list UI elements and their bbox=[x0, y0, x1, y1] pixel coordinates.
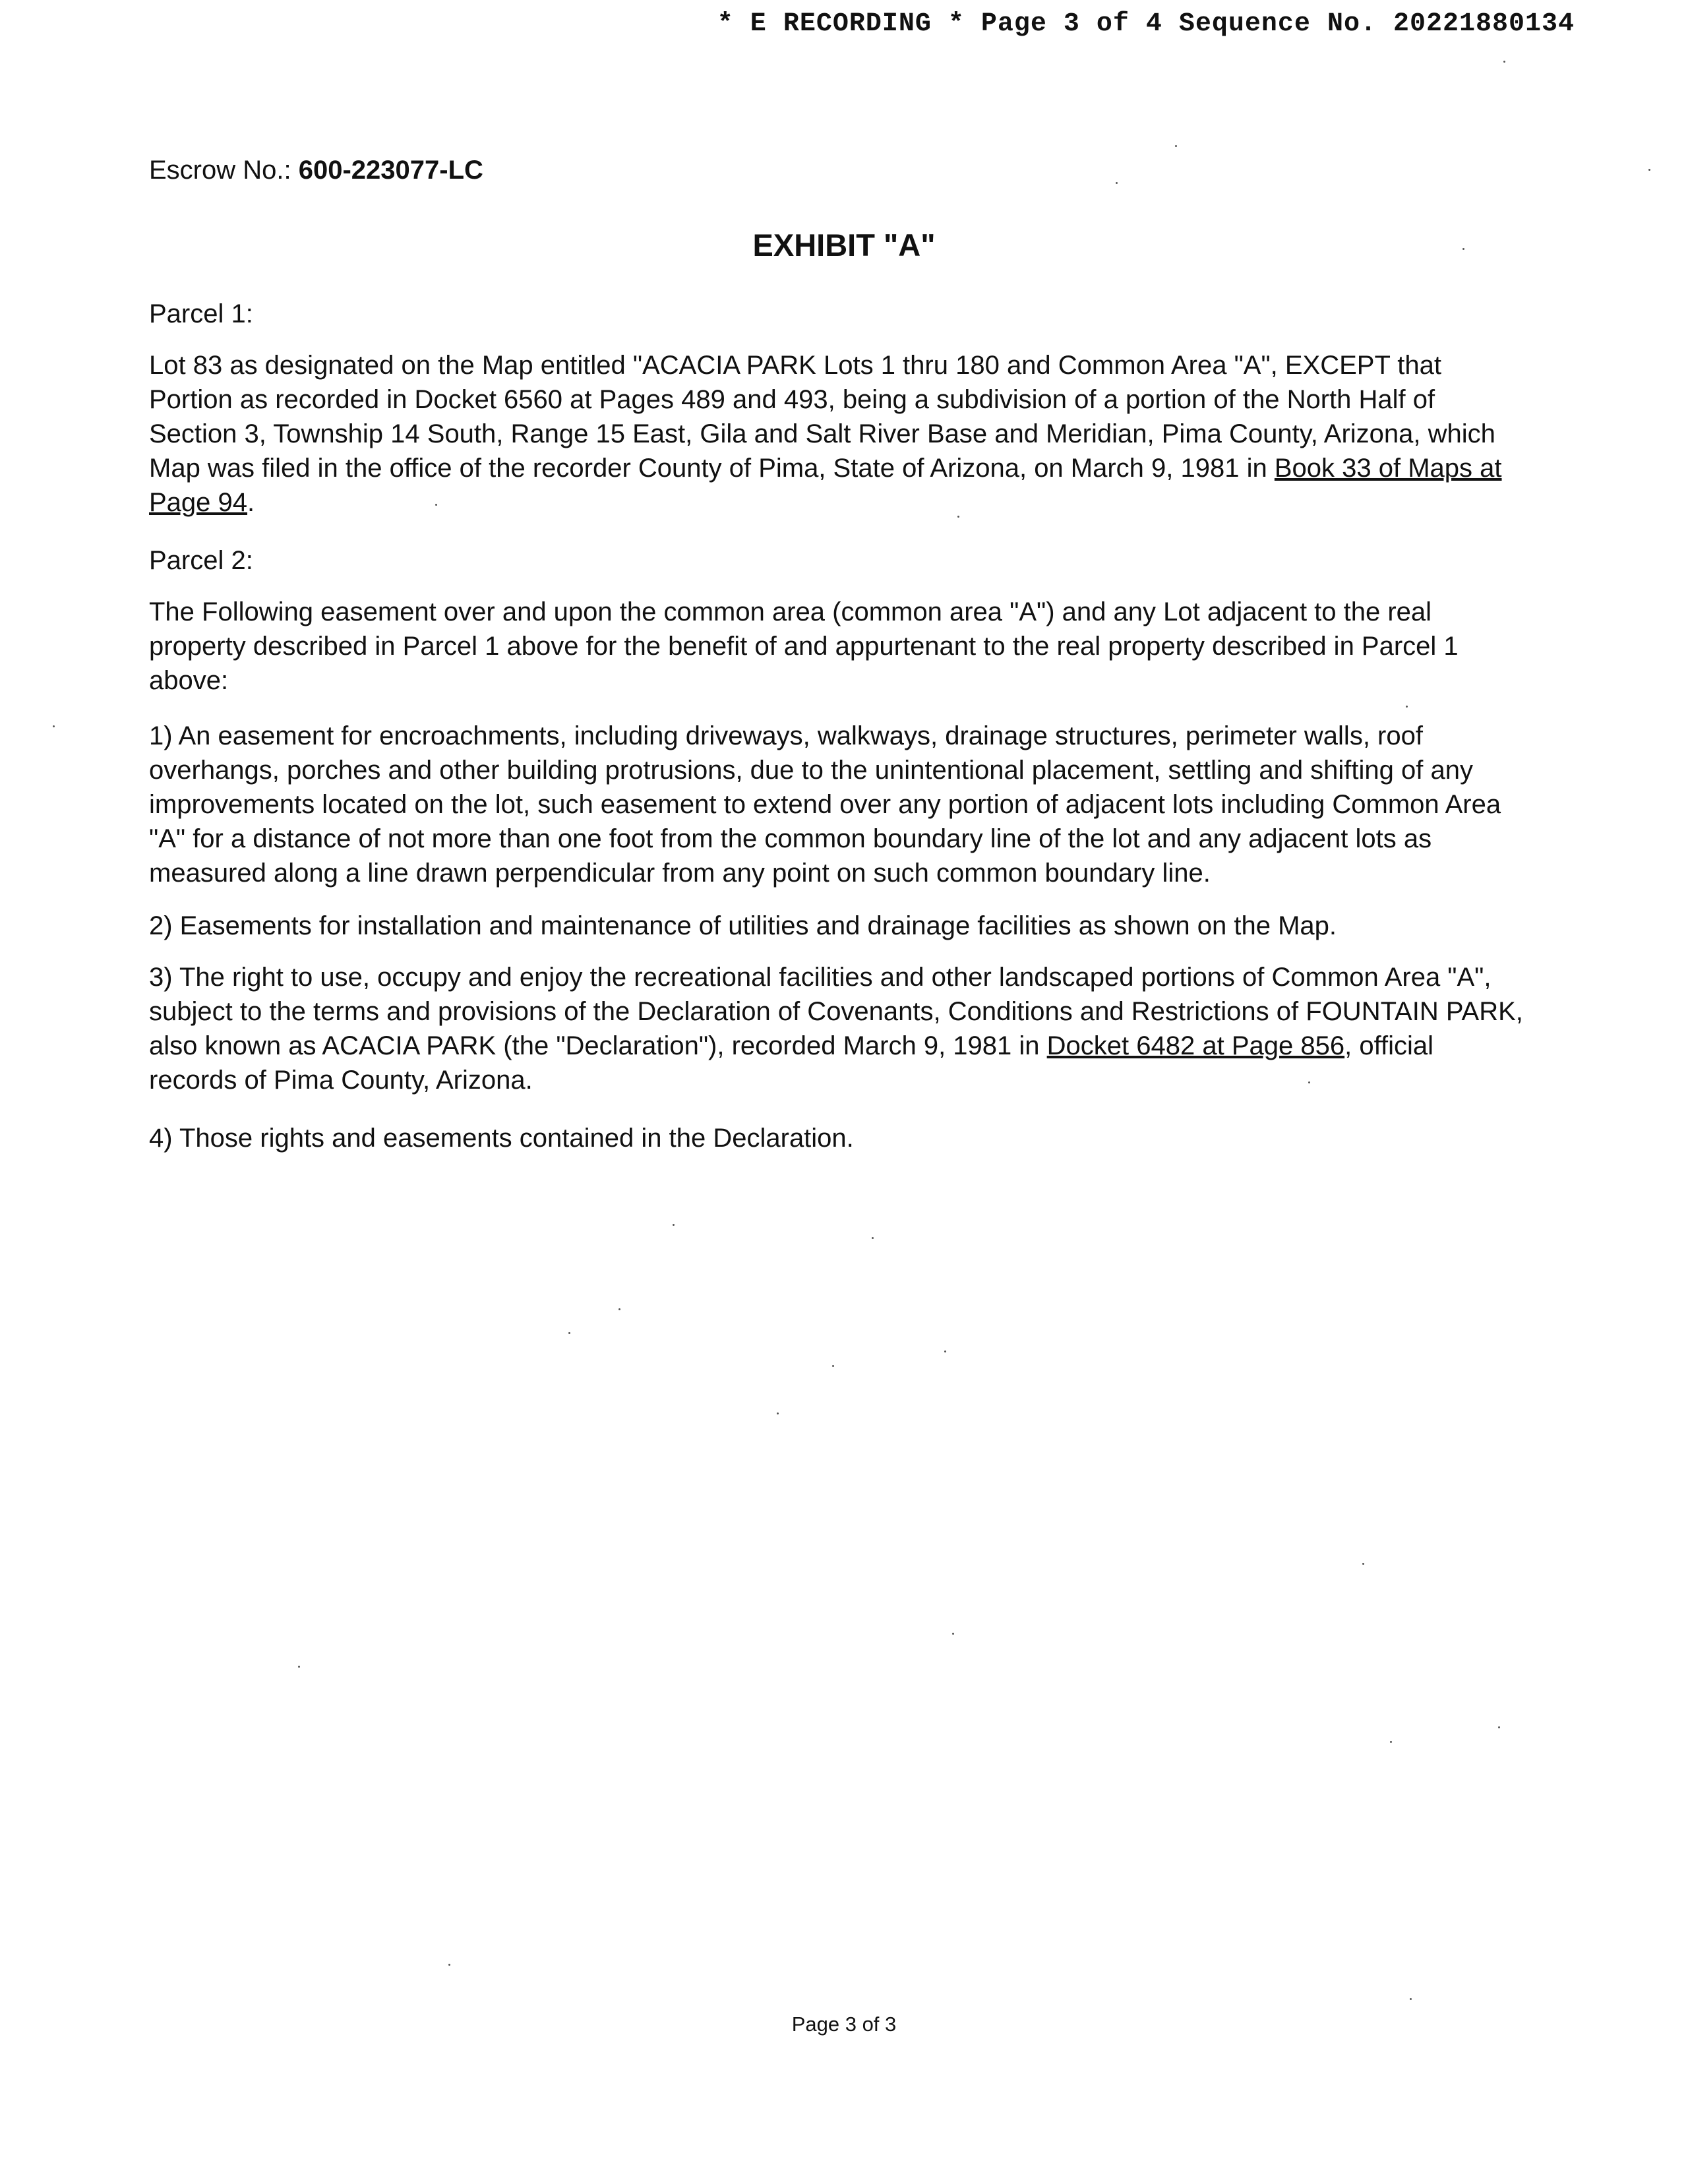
scan-speck bbox=[1362, 1563, 1364, 1565]
scan-speck bbox=[777, 1412, 779, 1414]
scan-speck bbox=[957, 516, 959, 518]
scan-speck bbox=[1648, 169, 1650, 171]
escrow-label: Escrow No.: bbox=[149, 156, 291, 185]
scan-speck bbox=[435, 504, 437, 506]
parcel2-intro: The Following easement over and upon the common area (common area "A") and any Lot adjacent to the real property described in Parcel 1 above for the benefit of and appurtenant to the real property described in Parcel 1 above: bbox=[149, 597, 1459, 695]
easement-item-4: 4) Those rights and easements contained in the Declaration. bbox=[149, 1124, 854, 1153]
parcel1-heading: Parcel 1: bbox=[149, 299, 253, 328]
parcel1-end: . bbox=[247, 488, 255, 517]
scan-speck bbox=[1462, 248, 1464, 250]
scan-speck bbox=[872, 1237, 874, 1239]
map-reference: Book 33 of Maps at Page 94 bbox=[149, 454, 1502, 517]
escrow-line bbox=[149, 156, 483, 185]
scan-speck bbox=[1308, 1081, 1310, 1083]
scan-speck bbox=[1406, 706, 1408, 708]
escrow-number: 600-223077-LC bbox=[298, 156, 483, 185]
scan-speck bbox=[1503, 61, 1505, 63]
parcel1-description bbox=[149, 348, 1527, 520]
scan-speck bbox=[448, 1964, 450, 1966]
easement-item-2: 2) Easements for installation and maintenance of utilities and drainage facilities as shown on the Map. bbox=[149, 911, 1337, 940]
exhibit-title: EXHIBIT "A" bbox=[752, 228, 936, 262]
docket-reference: Docket 6482 at Page 856 bbox=[1046, 1031, 1345, 1060]
scan-speck bbox=[618, 1308, 620, 1310]
scan-speck bbox=[298, 1666, 300, 1668]
scan-speck bbox=[53, 725, 55, 727]
easement-item-1: 1) An easement for encroachments, including driveways, walkways, drainage structures, perimeter walls, roof overhangs, porches and other building protrusions, due to the unintentional placement, settling and shifting of any improvements located on the lot, such easement to extend over any portion of adjacent lots including Common Area "A" for a distance of not more than one foot from the common boundary line of the lot and any adjacent lots as measured along a line drawn perpendicular from any point on such common boundary line. bbox=[149, 721, 1501, 888]
scan-speck bbox=[568, 1332, 570, 1334]
scan-speck bbox=[1390, 1741, 1392, 1743]
scan-speck bbox=[1498, 1726, 1500, 1728]
scan-speck bbox=[832, 1365, 834, 1367]
scan-speck bbox=[952, 1633, 954, 1635]
scan-speck bbox=[1175, 145, 1177, 147]
scan-speck bbox=[1410, 1998, 1412, 2000]
easement-item-3 bbox=[149, 960, 1527, 1097]
parcel2-heading: Parcel 2: bbox=[149, 546, 253, 575]
item3-end: , official records of Pima County, Arizona. bbox=[149, 1031, 1433, 1095]
page-footer: Page 3 of 3 bbox=[791, 2013, 897, 2036]
parcel1-text: Lot 83 as designated on the Map entitled "ACACIA PARK Lots 1 thru 180 and Common Area "A", EXCEPT that Portion as recorded in Docket 6560 at Pages 489 and 493, being a subdivision of a portion of the North Half of Section 3, Township 14 South, Range 15 East, Gila and Salt River Base and Meridian, Pima County, Arizona, which Map was filed in the office of the recorder County of Pima, State of Arizona, on March 9, 1981 in bbox=[149, 351, 1495, 483]
scan-speck bbox=[673, 1224, 675, 1226]
recording-stamp: * E RECORDING * Page 3 of 4 Sequence No. 20221880134 bbox=[717, 9, 1575, 39]
scan-speck bbox=[1116, 182, 1118, 184]
item3-text: 3) The right to use, occupy and enjoy the recreational facilities and other landscaped portions of Common Area "A", subject to the terms and provisions of the Declaration of Covenants, Conditions and Restrictions of FOUNTAIN PARK, also known as ACACIA PARK (the "Declaration"), recorded March 9, 1981 in bbox=[149, 963, 1523, 1060]
scan-speck bbox=[944, 1350, 946, 1352]
